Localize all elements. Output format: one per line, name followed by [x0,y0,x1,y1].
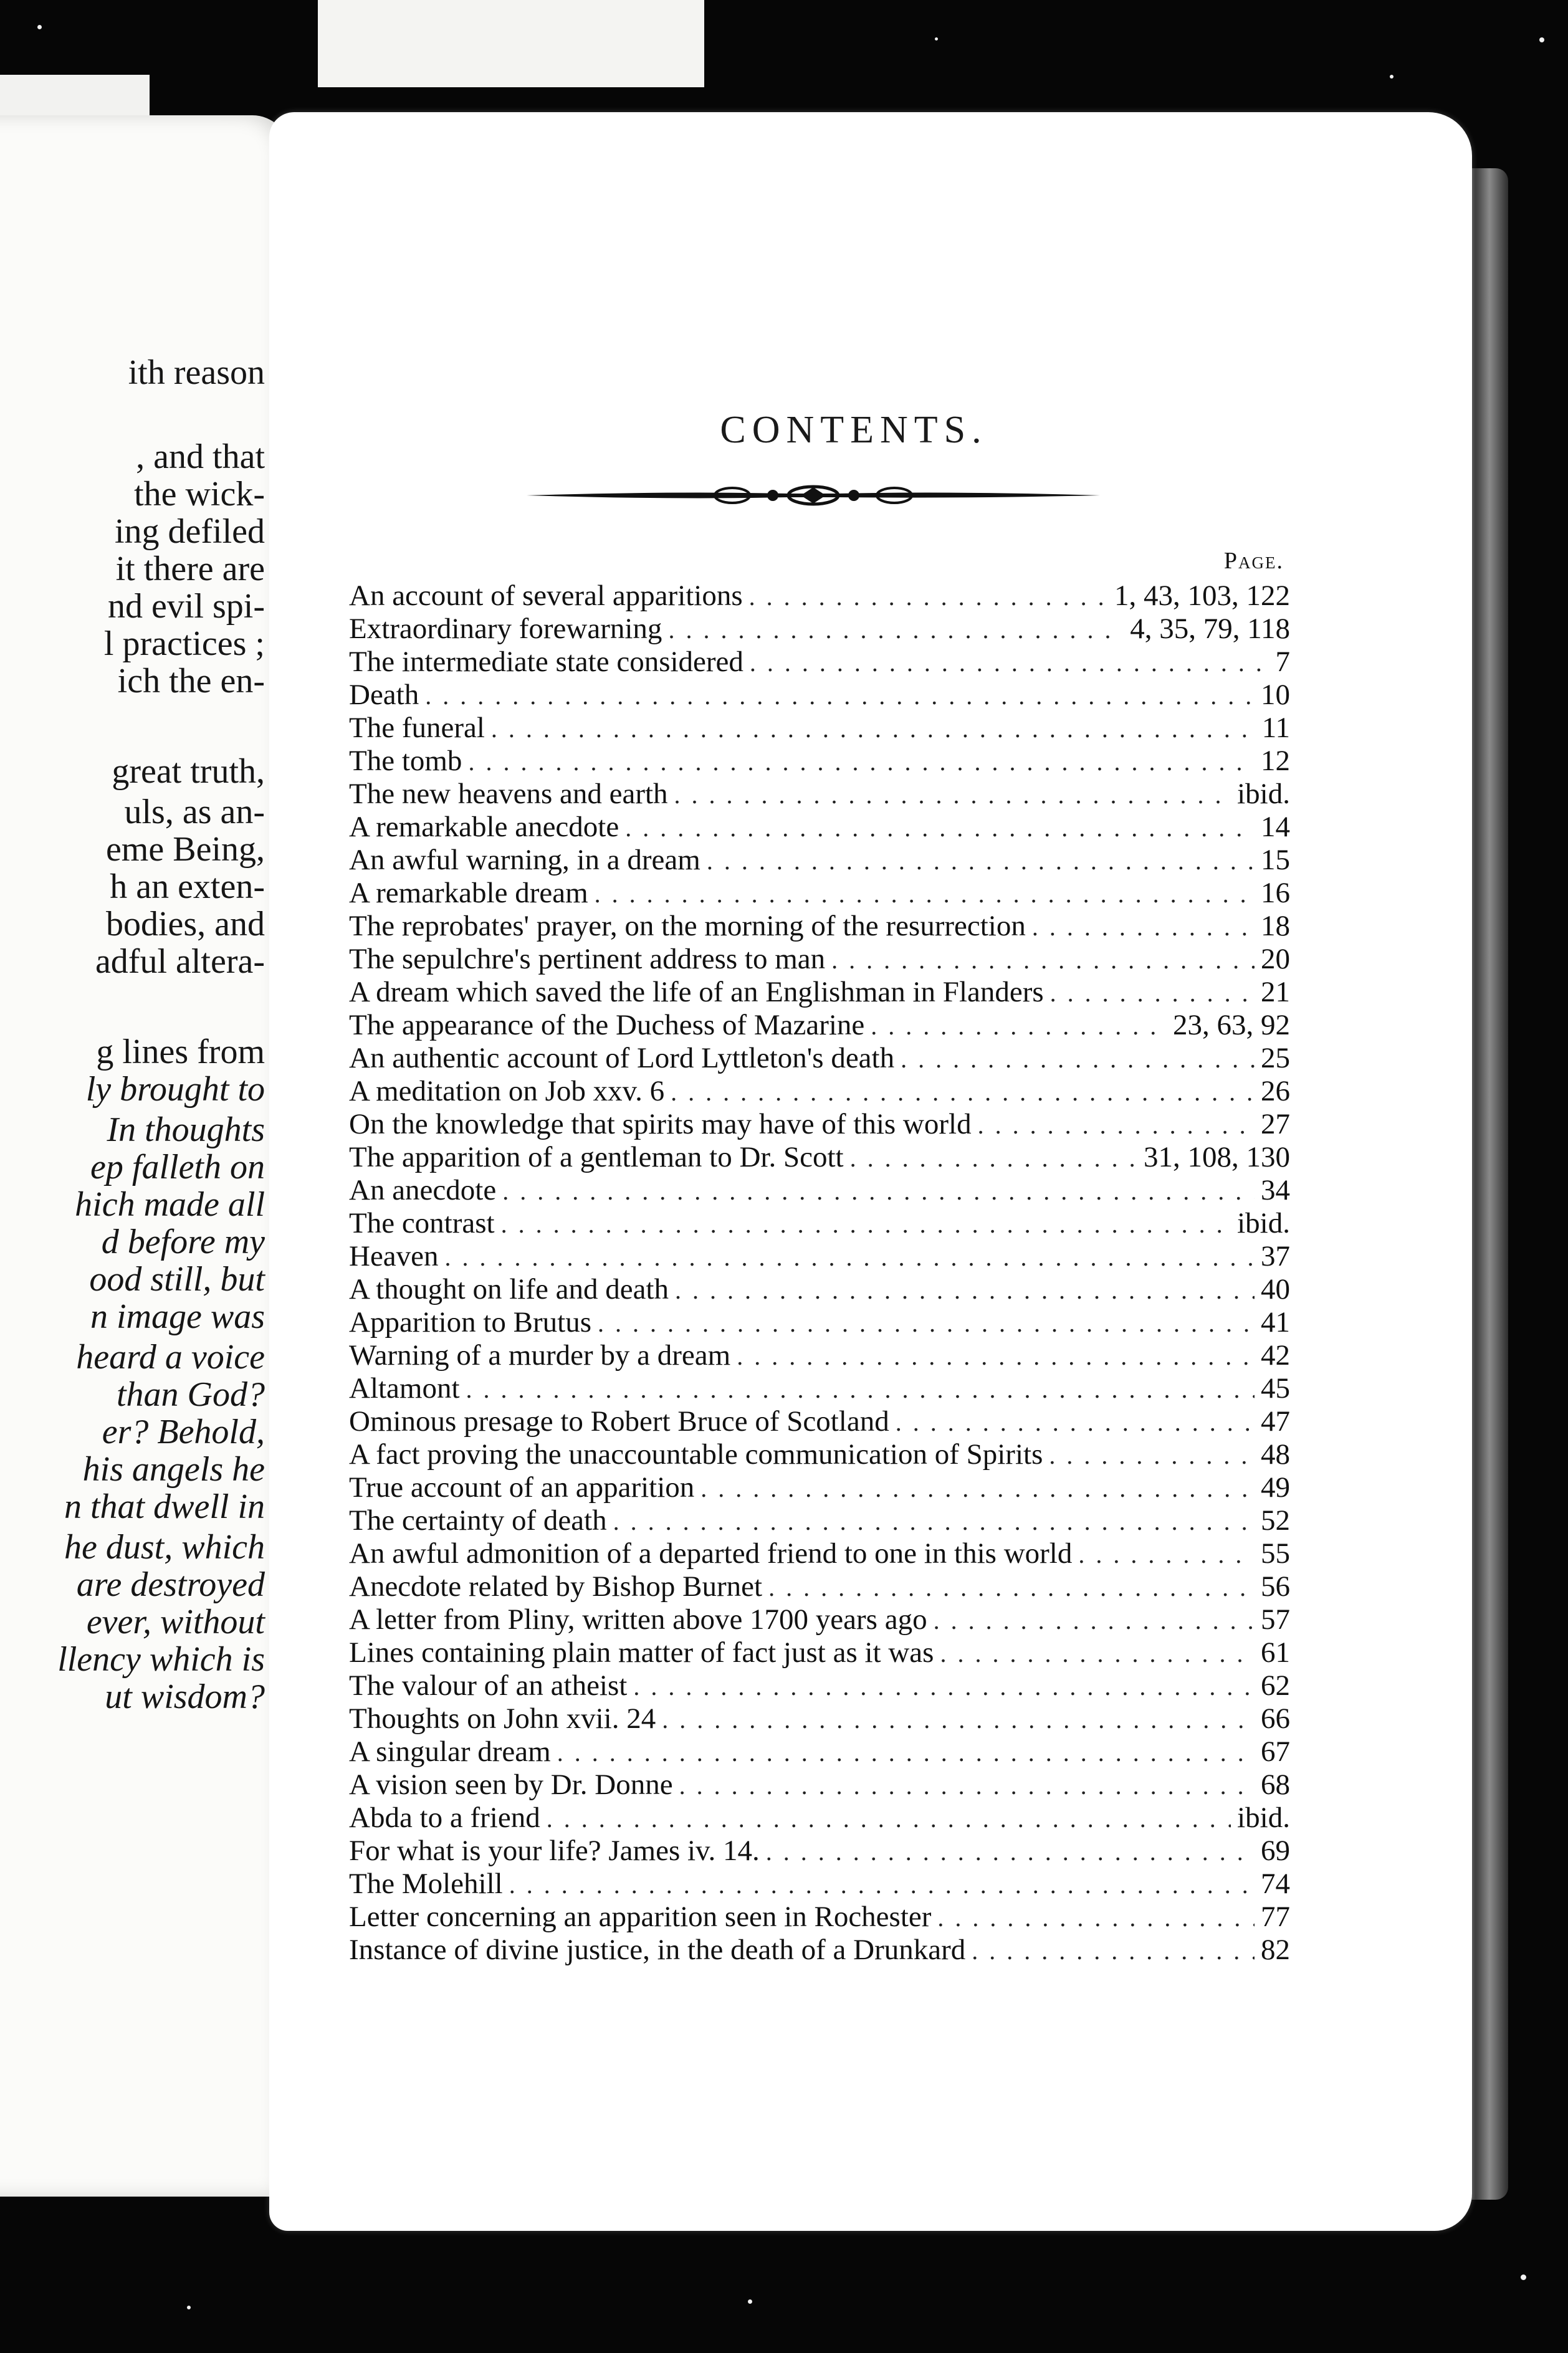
toc-entry-pages: 45 [1261,1372,1290,1405]
toc-entry-title: An awful admonition of a departed friend to one in this world [349,1537,1073,1570]
toc-entry-pages: 48 [1261,1438,1290,1471]
left-page-line: er? Behold, [102,1413,265,1451]
toc-entry-pages: 1, 43, 103, 122 [1114,580,1290,612]
toc-entry [349,1339,1290,1372]
toc-entry-title: The Molehill [349,1868,503,1900]
toc-entry-title: A singular dream [349,1735,551,1768]
toc-entry-pages: 66 [1261,1702,1290,1735]
dot-leader [491,712,1256,745]
left-page-line: ing defiled [114,512,265,551]
dot-leader [633,1670,1255,1703]
toc-entry-title: Instance of divine justice, in the death of a Drunkard [349,1934,966,1966]
dot-leader [468,745,1255,778]
toc-entry [349,811,1290,844]
toc-entry-title: An account of several apparitions [349,580,743,612]
dot-leader [700,1472,1255,1505]
dot-leader [501,1208,1231,1241]
left-page-line: n image was [90,1297,265,1336]
left-page-line: are destroyed [76,1565,265,1604]
toc-entry [349,1108,1290,1141]
toc-entry [349,1802,1290,1835]
left-page-line: heard a voice [76,1338,265,1377]
dot-leader [749,580,1108,613]
left-page-line: eme Being, [105,830,265,869]
toc-entry [349,1174,1290,1207]
left-page-line: it there are [115,550,265,588]
toc-entry-pages: 68 [1261,1768,1290,1801]
dot-leader [679,1769,1255,1802]
dot-leader [1032,910,1255,943]
dot-leader [445,1241,1255,1274]
toc-entry-pages: 34 [1261,1174,1290,1206]
toc-entry-pages: 21 [1261,976,1290,1008]
toc-entry [349,1273,1290,1306]
left-page-line: than God? [117,1375,265,1414]
toc-entry [349,745,1290,778]
dust-speck [37,25,42,29]
dot-leader [598,1307,1255,1340]
toc-entry [349,1405,1290,1438]
toc-entry-title: True account of an apparition [349,1471,695,1504]
ornament-divider-icon [527,480,1100,511]
dust-speck [1390,75,1394,79]
dot-leader [466,1373,1255,1406]
toc-entry [349,910,1290,943]
toc-entry-title: Ominous presage to Robert Bruce of Scotland [349,1405,889,1438]
toc-entry-title: An authentic account of Lord Lyttleton's death [349,1042,895,1074]
dust-speck [187,2306,191,2309]
page-title: CONTENTS. [720,409,988,451]
dot-leader [1050,976,1255,1009]
toc-entry-title: Warning of a murder by a dream [349,1339,731,1372]
toc-entry-pages: 10 [1261,679,1290,711]
left-page-line: bodies, and [105,905,265,943]
left-page-line: d before my [101,1223,265,1261]
left-page-line: ly brought to [85,1070,265,1109]
left-page-line: llency which is [57,1640,265,1679]
toc-entry-title: A remarkable dream [349,877,588,909]
toc-entry-title: A fact proving the unaccountable communication of Spirits [349,1438,1043,1471]
toc-entry-pages: 20 [1261,943,1290,975]
dot-leader [978,1109,1255,1142]
dot-leader [940,1637,1255,1670]
toc-entry-pages: 27 [1261,1108,1290,1140]
toc-entry-title: A thought on life and death [349,1273,669,1305]
toc-entry-pages: 61 [1261,1636,1290,1669]
dot-leader [831,943,1255,976]
toc-entry [349,1306,1290,1339]
toc-entry [349,844,1290,877]
toc-entry-title: The appearance of the Duchess of Mazarine [349,1009,865,1041]
toc-entry-pages: 67 [1261,1735,1290,1768]
toc-entry-pages: 40 [1261,1273,1290,1305]
toc-entry-pages: 62 [1261,1669,1290,1702]
toc-entry-title: A letter from Pliny, written above 1700 years ago [349,1603,927,1636]
toc-entry-pages: 18 [1261,910,1290,942]
dot-leader [737,1340,1255,1373]
toc-entry-title: The valour of an atheist [349,1669,628,1702]
toc-entry [349,1042,1290,1075]
dot-leader [668,613,1124,646]
dot-leader [502,1175,1255,1208]
toc-entry [349,1372,1290,1405]
toc-entry-pages: 14 [1261,811,1290,843]
toc-entry-title: The tomb [349,745,462,777]
toc-entry-pages: 4, 35, 79, 118 [1130,613,1290,645]
toc-entry-pages: ibid. [1237,1802,1290,1834]
toc-entry [349,1768,1290,1802]
toc-entry-pages: 31, 108, 130 [1144,1141,1290,1173]
toc-entry-pages: 69 [1261,1835,1290,1867]
toc-entry-pages: 23, 63, 92 [1173,1009,1290,1041]
left-page-line: adful altera- [95,942,265,981]
toc-entry-pages: 11 [1261,712,1290,744]
left-page-line: ood still, but [89,1260,265,1299]
toc-entry-title: A vision seen by Dr. Donne [349,1768,673,1801]
dot-leader [674,778,1231,811]
toc-entry-pages: 55 [1261,1537,1290,1570]
contents-list [349,580,1290,1967]
left-page-line: g lines from [96,1033,265,1071]
toc-entry [349,1438,1290,1471]
left-page-line: his angels he [82,1450,265,1489]
dot-leader [675,1274,1255,1307]
left-page-line: ich the en- [117,662,265,700]
toc-entry-title: Apparition to Brutus [349,1306,592,1339]
dot-leader [557,1736,1255,1769]
dust-speck [935,37,938,41]
toc-entry [349,1735,1290,1768]
toc-entry-pages: 15 [1261,844,1290,876]
toc-entry [349,778,1290,811]
dot-leader [509,1868,1255,1901]
toc-entry-pages: 77 [1261,1901,1290,1933]
toc-entry-pages: 47 [1261,1405,1290,1438]
toc-entry-title: The reprobates' prayer, on the morning of the resurrection [349,910,1026,942]
toc-entry [349,646,1290,679]
toc-entry-title: Letter concerning an apparition seen in Rochester [349,1901,932,1933]
toc-entry-pages: 25 [1261,1042,1290,1074]
toc-entry [349,580,1290,613]
toc-entry-pages: 41 [1261,1306,1290,1339]
dot-leader [613,1505,1255,1538]
dot-leader [934,1604,1255,1637]
toc-entry [349,1702,1290,1735]
dot-leader [662,1703,1255,1736]
toc-entry [349,976,1290,1009]
dot-leader [750,646,1269,679]
page-column-header: Page. [1223,548,1284,574]
dot-leader [1078,1538,1255,1571]
dust-speck [1539,37,1544,42]
toc-entry-pages: 37 [1261,1240,1290,1272]
left-page-line: the wick- [134,475,265,513]
dot-leader [871,1009,1167,1043]
dot-leader [547,1802,1231,1835]
toc-entry [349,1901,1290,1934]
toc-entry-title: A meditation on Job xxv. 6 [349,1075,665,1107]
toc-entry [349,1141,1290,1174]
dot-leader [595,877,1255,910]
left-page-line: he dust, which [64,1528,265,1567]
dot-leader [707,844,1255,877]
toc-entry-title: Death [349,679,419,711]
toc-entry-title: An awful warning, in a dream [349,844,700,876]
toc-entry [349,1835,1290,1868]
toc-entry-title: An anecdote [349,1174,497,1206]
dust-speck [1521,2274,1526,2280]
left-page-line: hich made all [75,1185,265,1224]
dot-leader [896,1406,1255,1439]
toc-entry [349,1240,1290,1273]
dot-leader [972,1934,1255,1967]
toc-entry-pages: ibid. [1237,1207,1290,1239]
toc-entry [349,877,1290,910]
toc-entry-title: Abda to a friend [349,1802,540,1834]
toc-entry-pages: 16 [1261,877,1290,909]
toc-entry-title: Lines containing plain matter of fact just as it was [349,1636,934,1669]
toc-entry-title: Altamont [349,1372,460,1405]
dot-leader [850,1142,1137,1175]
toc-entry-pages: 26 [1261,1075,1290,1107]
toc-entry-pages: 52 [1261,1504,1290,1537]
toc-entry [349,1636,1290,1669]
left-page-line: ut wisdom? [105,1678,265,1716]
paper-tab [318,0,704,87]
toc-entry-pages: 74 [1261,1868,1290,1900]
toc-entry [349,1603,1290,1636]
toc-entry-pages: 56 [1261,1570,1290,1603]
toc-entry [349,679,1290,712]
toc-entry-title: The contrast [349,1207,495,1239]
dust-speck [748,2299,752,2304]
toc-entry-title: Anecdote related by Bishop Burnet [349,1570,763,1603]
toc-entry-pages: 49 [1261,1471,1290,1504]
dot-leader [671,1076,1255,1109]
left-page-line: nd evil spi- [108,587,265,626]
toc-entry-title: The sepulchre's pertinent address to man [349,943,826,975]
left-page-line: ever, without [86,1603,265,1641]
dot-leader [901,1043,1255,1076]
toc-entry-title: Thoughts on John xvii. 24 [349,1702,656,1735]
toc-entry-title: The apparition of a gentleman to Dr. Scott [349,1141,844,1173]
toc-entry-title: The intermediate state considered [349,646,743,678]
toc-entry-pages: ibid. [1237,778,1290,810]
left-page [0,115,290,2197]
left-page-line: great truth, [112,752,265,791]
dot-leader [1049,1439,1255,1472]
toc-entry-pages: 42 [1261,1339,1290,1372]
left-page-line: In thoughts [107,1110,265,1149]
toc-entry-title: A dream which saved the life of an Englishman in Flanders [349,976,1044,1008]
toc-entry [349,1868,1290,1901]
dot-leader [625,811,1255,844]
toc-entry-title: Heaven [349,1240,439,1272]
toc-entry-title: On the knowledge that spirits may have of this world [349,1108,972,1140]
toc-entry [349,1009,1290,1042]
toc-entry [349,1471,1290,1504]
toc-entry [349,613,1290,646]
toc-entry [349,1570,1290,1603]
toc-entry-title: Extraordinary forewarning [349,613,662,645]
toc-entry [349,1207,1290,1240]
left-page-line: h an exten- [110,867,265,906]
toc-entry-title: The new heavens and earth [349,778,668,810]
toc-entry [349,1504,1290,1537]
dot-leader [768,1571,1255,1604]
left-page-line: , and that [136,437,265,476]
toc-entry-pages: 82 [1261,1934,1290,1966]
toc-entry [349,1075,1290,1108]
toc-entry-title: A remarkable anecdote [349,811,619,843]
left-page-line: ith reason [128,353,265,392]
dot-leader [937,1901,1255,1934]
toc-entry-pages: 57 [1261,1603,1290,1636]
dot-leader [766,1835,1255,1868]
toc-entry [349,1669,1290,1702]
left-page-line: uls, as an- [124,793,265,831]
left-page-line: ep falleth on [90,1148,265,1186]
toc-entry-pages: 12 [1261,745,1290,777]
toc-entry [349,1537,1290,1570]
toc-entry [349,1934,1290,1967]
toc-entry-pages: 7 [1275,646,1290,678]
left-page-line: l practices ; [103,624,265,663]
toc-entry-title: The certainty of death [349,1504,607,1537]
toc-entry-title: The funeral [349,712,485,744]
toc-entry-title: For what is your life? James iv. 14. [349,1835,760,1867]
dot-leader [425,679,1255,712]
toc-entry [349,943,1290,976]
toc-entry [349,712,1290,745]
left-page-line: n that dwell in [64,1487,265,1526]
